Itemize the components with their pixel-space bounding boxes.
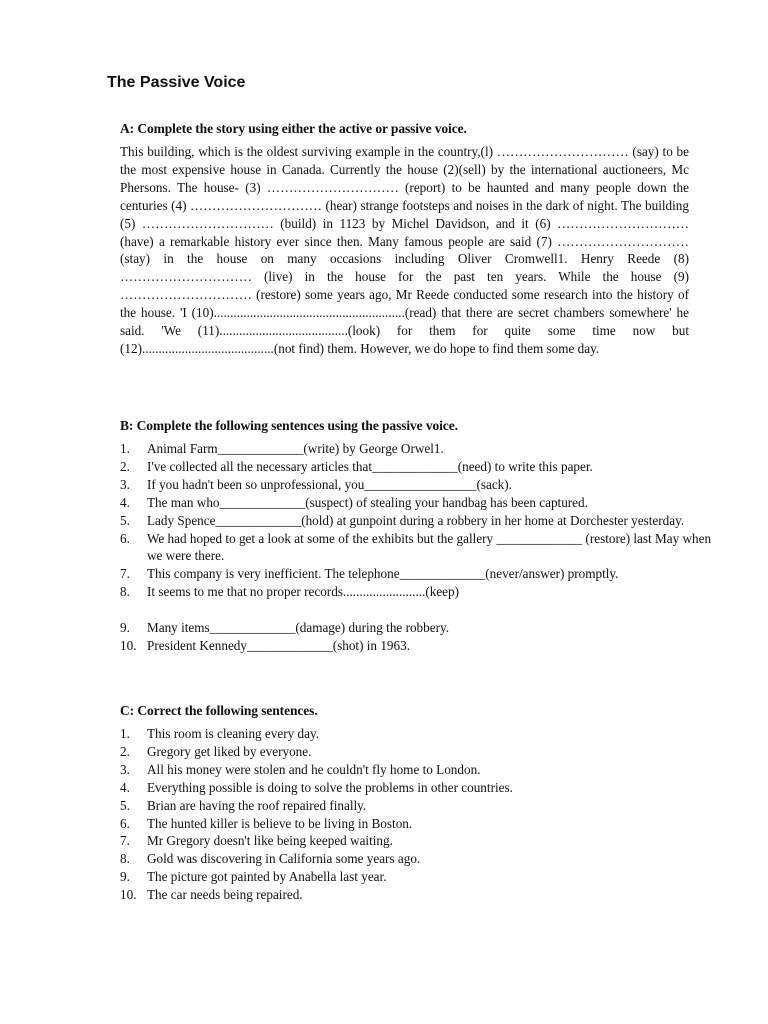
item-number: 8. xyxy=(120,851,130,867)
list-item xyxy=(120,743,720,761)
item-text: The hunted killer is believe to be living in Boston. xyxy=(147,815,413,831)
item-text: Gregory get liked by everyone. xyxy=(147,743,312,759)
item-number: 2. xyxy=(120,458,130,474)
item-number: 7. xyxy=(120,833,130,849)
item-text: Gold was discovering in California some years ago. xyxy=(147,851,421,867)
list-item xyxy=(120,512,720,530)
item-text: Lady Spence_____________(hold) at gunpoint during a robbery in her home at Dorchester yesterday. xyxy=(147,512,685,528)
item-text: Everything possible is doing to solve the problems in other countries. xyxy=(147,779,513,795)
item-number: 4. xyxy=(120,779,130,795)
section-c-heading: C: Correct the following sentences. xyxy=(120,703,318,718)
item-number: 9. xyxy=(120,869,130,885)
list-item xyxy=(120,832,720,850)
item-text: All his money were stolen and he couldn't fly home to London. xyxy=(147,761,481,777)
item-text: Animal Farm_____________(write) by George Orwel1. xyxy=(147,441,444,456)
item-number: 6. xyxy=(120,530,130,546)
section-a xyxy=(120,121,689,358)
item-text: It seems to me that no proper records.........................(keep) xyxy=(147,584,460,600)
list-item xyxy=(120,815,720,833)
section-b-list xyxy=(120,440,720,655)
item-number: 2. xyxy=(120,743,130,759)
item-text: The picture got painted by Anabella last year. xyxy=(147,869,387,885)
item-number: 10. xyxy=(120,638,137,654)
story-paragraph: This building, which is the oldest surviving example in the country,(l) ………………………… (say) to be the most expensive house in Canada. Currently the house (2)(sell) by the international auctioneers, Mc Phersons. The house- (3) ………………………… (report) to be haunted and many people down the centuries (4) ………………………… (hear) strange footsteps and noises in the dark of night. The building (5) ………………………… (build) in 1123 by Michel Davidson, and it (6) ………………………… (have) a remarkable history ever since then. Many famous people are said (7) …………………………(stay) in the house on many occasions including Oliver Cromwell1. Henry Reede (8) ………………………… (live) in the house for the past ten years. While the house (9) ………………………… (restore) some years ago, Mr Reede conducted some research into the history of the house. 'I (10)..........................................................(read) that there are secret chambers somewhere' he said. 'We (11).......................................(look) for them for quite some time now but (12)........................................(not find) them. However, we do hope to find them some day. xyxy=(120,144,689,356)
item-text: President Kennedy_____________(shot) in 1963. xyxy=(147,638,410,654)
item-text: If you hadn't been so unprofessional, you_________________(sack). xyxy=(147,476,512,492)
list-item xyxy=(120,886,720,904)
list-item xyxy=(120,797,720,815)
list-item xyxy=(120,494,720,512)
item-number: 3. xyxy=(120,476,130,492)
section-a-heading: A: Complete the story using either the active or passive voice. xyxy=(120,121,467,136)
list-item xyxy=(120,440,720,458)
item-number: 4. xyxy=(120,494,130,510)
list-item xyxy=(120,476,720,494)
section-b-heading: B: Complete the following sentences using the passive voice. xyxy=(120,418,458,433)
item-number: 3. xyxy=(120,761,130,777)
page-title: The Passive Voice xyxy=(107,74,246,91)
item-text: The man who_____________(suspect) of stealing your handbag has been captured. xyxy=(147,494,588,510)
list-item xyxy=(120,761,720,779)
item-text: This room is cleaning every day. xyxy=(147,726,319,741)
list-item xyxy=(120,779,720,797)
list-item xyxy=(120,637,720,655)
list-item xyxy=(120,458,720,476)
item-number: 7. xyxy=(120,566,130,582)
section-b xyxy=(120,418,720,655)
item-number: 6. xyxy=(120,815,130,831)
item-number: 5. xyxy=(120,797,130,813)
item-text: I've collected all the necessary articles that_____________(need) to write this paper. xyxy=(147,458,593,474)
item-text: We had hoped to get a look at some of the exhibits but the gallery _____________ (restore) last May when we were there. xyxy=(147,530,712,564)
item-text: Brian are having the roof repaired finally. xyxy=(147,797,367,813)
list-item xyxy=(120,619,720,637)
section-c-list xyxy=(120,725,720,904)
list-item xyxy=(120,850,720,868)
item-text: The car needs being repaired. xyxy=(147,887,303,903)
item-number: 9. xyxy=(120,620,130,636)
list-item xyxy=(120,565,720,583)
item-number: 8. xyxy=(120,584,130,600)
item-text: This company is very inefficient. The telephone_____________(never/answer) promptly. xyxy=(147,566,619,582)
list-item xyxy=(120,583,720,601)
item-number: 1. xyxy=(120,726,130,741)
section-c xyxy=(120,703,720,904)
list-item xyxy=(120,725,720,743)
item-number: 10. xyxy=(120,887,137,903)
item-number: 1. xyxy=(120,441,130,456)
item-number: 5. xyxy=(120,512,130,528)
list-item xyxy=(120,530,720,566)
item-text: Mr Gregory doesn't like being keeped waiting. xyxy=(147,833,393,849)
item-text: Many items_____________(damage) during the robbery. xyxy=(147,620,450,636)
list-item xyxy=(120,868,720,886)
